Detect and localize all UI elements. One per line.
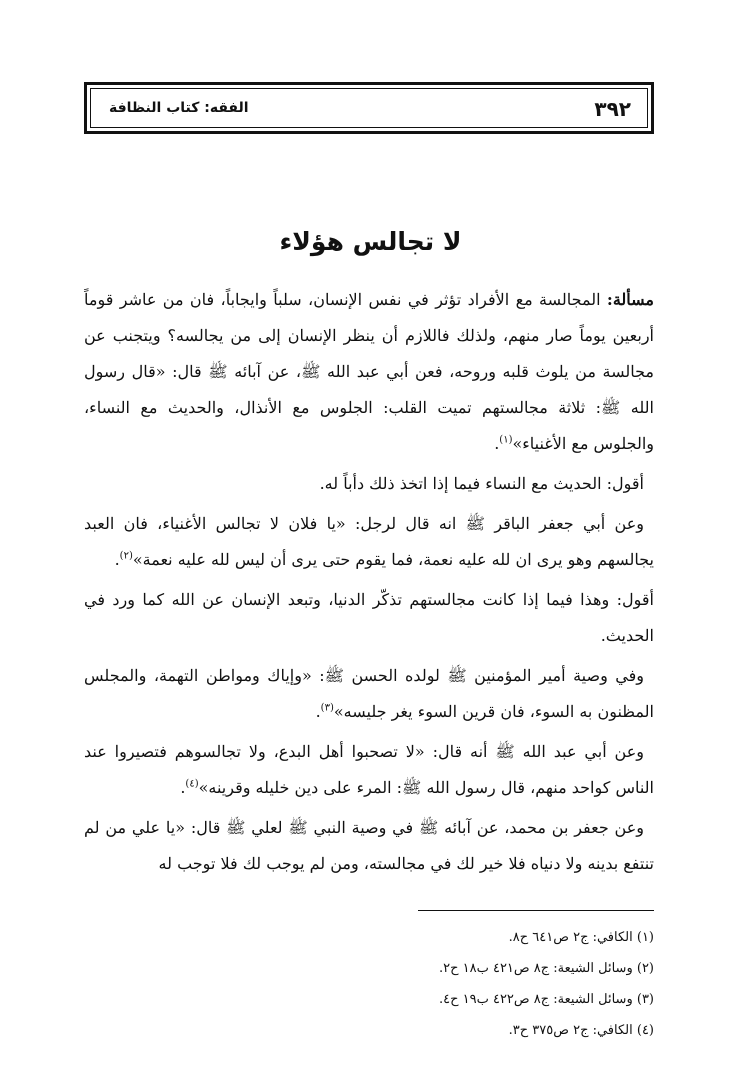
chapter-title: لا تجالس هؤلاء bbox=[279, 227, 462, 256]
paragraph bbox=[84, 810, 654, 882]
paragraph bbox=[84, 582, 654, 654]
paragraph bbox=[84, 466, 654, 502]
footnote-ref: (٢) bbox=[119, 550, 133, 562]
paragraph: وفي وصية أمير المؤمنين ﷺ لولده الحسن ﷺ: «وإياك ومواطن التهمة، والمجلس المظنون به السوء، فان قرين السوء يغر جليسه»$^{(٣)}$. bbox=[84, 666, 654, 721]
footnote-ref: (٣) bbox=[320, 702, 334, 714]
paragraph-lead: مسألة: bbox=[606, 290, 654, 309]
footnote-ref: (٤) bbox=[185, 778, 199, 790]
paragraph: مسألة: المجالسة مع الأفراد تؤثر في نفس الإنسان، سلباً وايجاباً، فان من عاشر قوماً أربعين يوماً صار منهم، ولذلك فاللازم أن ينظر الإنسان إلى من يجالسه؟ ويتجنب عن مجالسة من يلوث قلبه وروحه، فعن أبي عبد الله ﷺ، عن آبائه ﷺ قال: «قال رسول الله ﷺ: ثلاثة مجالستهم تميت القلب: الجلوس مع الأنذال، والحديث مع النساء، والجلوس مع الأغنياء»$^{(١)}$. bbox=[84, 290, 654, 453]
paragraph: وعن أبي عبد الله ﷺ أنه قال: «لا تصحبوا أهل البدع، ولا تجالسوهم فتصيروا عند الناس كواحد منهم، قال رسول الله ﷺ: المرء على دين خليله وقرينه»$^{(٤)}$. bbox=[84, 742, 654, 797]
paragraph-text: وعن جعفر بن محمد، عن آبائه ﷺ في وصية النبي ﷺ لعلي ﷺ قال: «يا علي من لم تنتفع بدينه ولا دنياه فلا خير لك في مجالسته، ومن لم يوجب لك فلا توجب له bbox=[84, 818, 654, 873]
paragraph-text: وفي وصية أمير المؤمنين ﷺ لولده الحسن ﷺ: «وإياك ومواطن التهمة، والمجلس المظنون به السوء، فان قرين السوء يغر جليسه» bbox=[84, 666, 654, 721]
footnote-divider bbox=[418, 910, 654, 911]
footnote: (٢) وسائل الشيعة: ج٨ ص٤٢١ ب١٨ ح٢. bbox=[438, 961, 654, 976]
paragraph: وعن أبي جعفر الباقر ﷺ انه قال لرجل: «يا فلان لا تجالس الأغنياء، فان العبد يجالسهم وهو يرى ان لله عليه نعمة، فما يقوم حتى يرى أن ليس لله عليه نعمة»$^{(٢)}$. bbox=[84, 514, 654, 569]
paragraph-text: المجالسة مع الأفراد تؤثر في نفس الإنسان، سلباً وايجاباً، فان من عاشر قوماً أربعين يوماً صار منهم، ولذلك فاللازم أن ينظر الإنسان إلى من يجالسه؟ ويتجنب عن مجالسة من يلوث قلبه وروحه، فعن أبي عبد الله ﷺ، عن آبائه ﷺ قال: «قال رسول الله ﷺ: ثلاثة مجالستهم تميت القلب: الجلوس مع الأنذال، والحديث مع النساء، والجلوس مع الأغنياء» bbox=[84, 290, 654, 453]
paragraph-text: أقول: وهذا فيما إذا كانت مجالستهم تذكّر الدنيا، وتبعد الإنسان عن الله كما ورد في الحديث. bbox=[84, 590, 654, 645]
page-number: ٣٩٢ bbox=[594, 97, 631, 121]
page-header bbox=[84, 82, 654, 134]
paragraph-text: وعن أبي عبد الله ﷺ أنه قال: «لا تصحبوا أهل البدع، ولا تجالسوهم فتصيروا عند الناس كواحد منهم، قال رسول الله ﷺ: المرء على دين خليله وقرينه» bbox=[84, 742, 654, 797]
footnote: (٤) الكافي: ج٢ ص٣٧٥ ح٣. bbox=[508, 1023, 654, 1038]
paragraph-text: وعن أبي جعفر الباقر ﷺ انه قال لرجل: «يا فلان لا تجالس الأغنياء، فان العبد يجالسهم وهو يرى ان لله عليه نعمة، فما يقوم حتى يرى أن ليس لله عليه نعمة» bbox=[84, 514, 654, 569]
footnote-ref: (١) bbox=[499, 434, 513, 446]
footnote: (٣) وسائل الشيعة: ج٨ ص٤٢٢ ب١٩ ح٤. bbox=[438, 992, 654, 1007]
paragraph-text: أقول: الحديث مع النساء فيما إذا اتخذ ذلك دأباً له. bbox=[319, 474, 644, 493]
body-text bbox=[84, 282, 654, 886]
footnotes bbox=[84, 922, 654, 1046]
running-title: الفقه: كتاب النظافة bbox=[109, 100, 249, 116]
footnote: (١) الكافي: ج٢ ص٦٤١ ح٨. bbox=[508, 930, 654, 945]
